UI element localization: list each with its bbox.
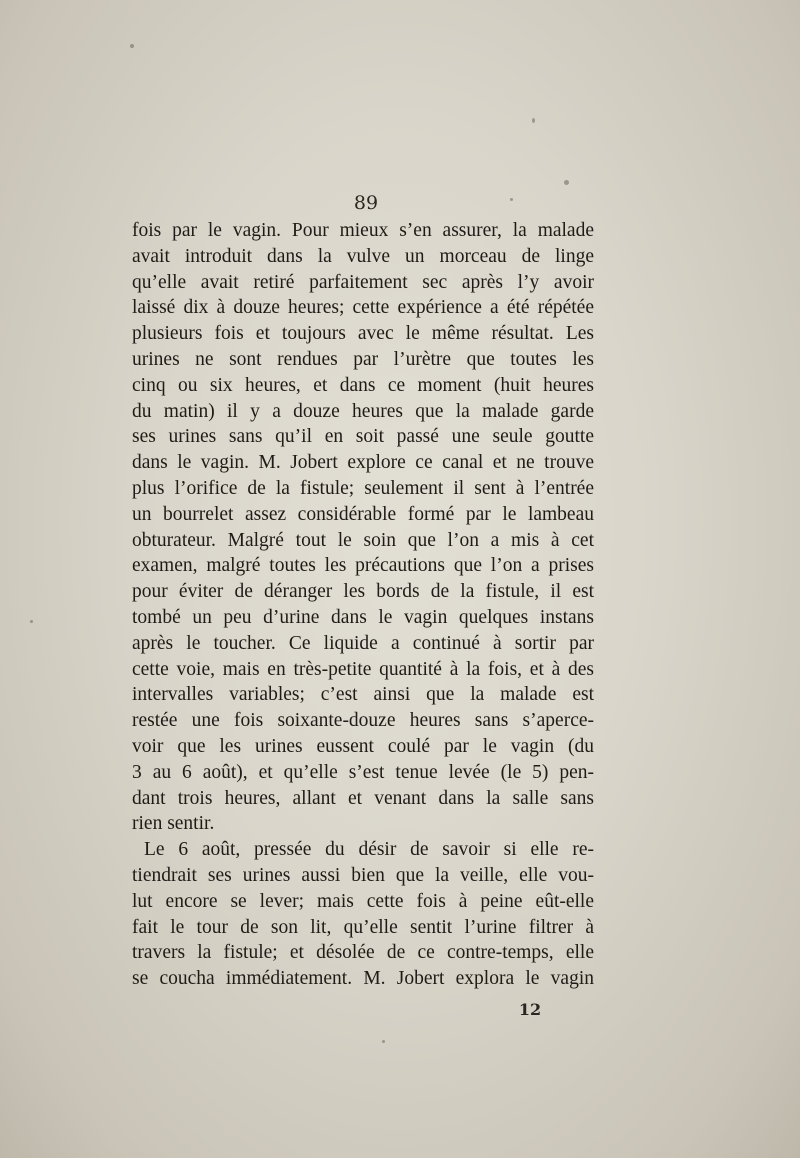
text-line: voir que les urines eussent coulé par le vagin (du [132,735,594,757]
text-line: plusieurs fois et toujours avec le même résultat. Les [132,323,594,345]
text-line: plus l’orifice de la fistule; seulement il sent à l’entrée [132,477,594,499]
text-line: tombé un peu d’urine dans le vagin quelques instans [132,606,594,628]
ink-speck [130,44,134,48]
text-line: 3 au 6 août), et qu’elle s’est tenue levée (le 5) pen- [132,761,594,783]
text-line: lut encore se lever; mais cette fois à peine eût-elle [132,890,594,912]
text-line: se coucha immédiatement. M. Jobert explora le vagin [132,968,594,990]
text-line: dans le vagin. M. Jobert explore ce canal et ne trouve [132,452,594,474]
text-line: examen, malgré toutes les précautions que l’on a prises [132,555,594,577]
text-line: ses urines sans qu’il en soit passé une seule goutte [132,426,594,448]
ink-speck [30,620,33,623]
text-line: fait le tour de son lit, qu’elle sentit l’urine filtrer à [132,916,594,938]
text-line: urines ne sont rendues par l’urètre que toutes les [132,348,594,370]
signature-mark: 12 [518,1000,542,1019]
page-number: 89 [353,192,379,214]
text-line: intervalles variables; c’est ainsi que la malade est [132,684,594,706]
body-text [132,218,594,992]
text-line: du matin) il y a douze heures que la malade garde [132,400,594,422]
text-line: travers la fistule; et désolée de ce contre-temps, elle [132,942,594,964]
text-line: dant trois heures, allant et venant dans la salle sans [132,787,594,809]
text-line: Le 6 août, pressée du désir de savoir si elle re- [144,839,594,861]
text-line: laissé dix à douze heures; cette expérience a été répétée [132,297,594,319]
text-line: cette voie, mais en très-petite quantité à la fois, et à des [132,658,594,680]
text-line: restée une fois soixante-douze heures sans s’aperce- [132,710,594,732]
text-line: un bourrelet assez considérable formé par le lambeau [132,503,594,525]
text-line: rien sentir. [132,813,215,835]
text-line: fois par le vagin. Pour mieux s’en assurer, la malade [132,220,594,241]
text-line: tiendrait ses urines aussi bien que la veille, elle vou- [132,864,594,886]
text-line: cinq ou six heures, et dans ce moment (huit heures [132,374,594,396]
ink-speck [382,1040,385,1043]
text-line: obturateur. Malgré tout le soin que l’on a mis à cet [132,529,594,551]
text-line: avait introduit dans la vulve un morceau de linge [132,245,594,267]
text-line: pour éviter de déranger les bords de la fistule, il est [132,581,594,603]
ink-speck [532,118,535,123]
text-line: qu’elle avait retiré parfaitement sec après l’y avoir [132,271,594,293]
ink-speck [564,180,569,185]
text-line: après le toucher. Ce liquide a continué à sortir par [132,632,594,654]
